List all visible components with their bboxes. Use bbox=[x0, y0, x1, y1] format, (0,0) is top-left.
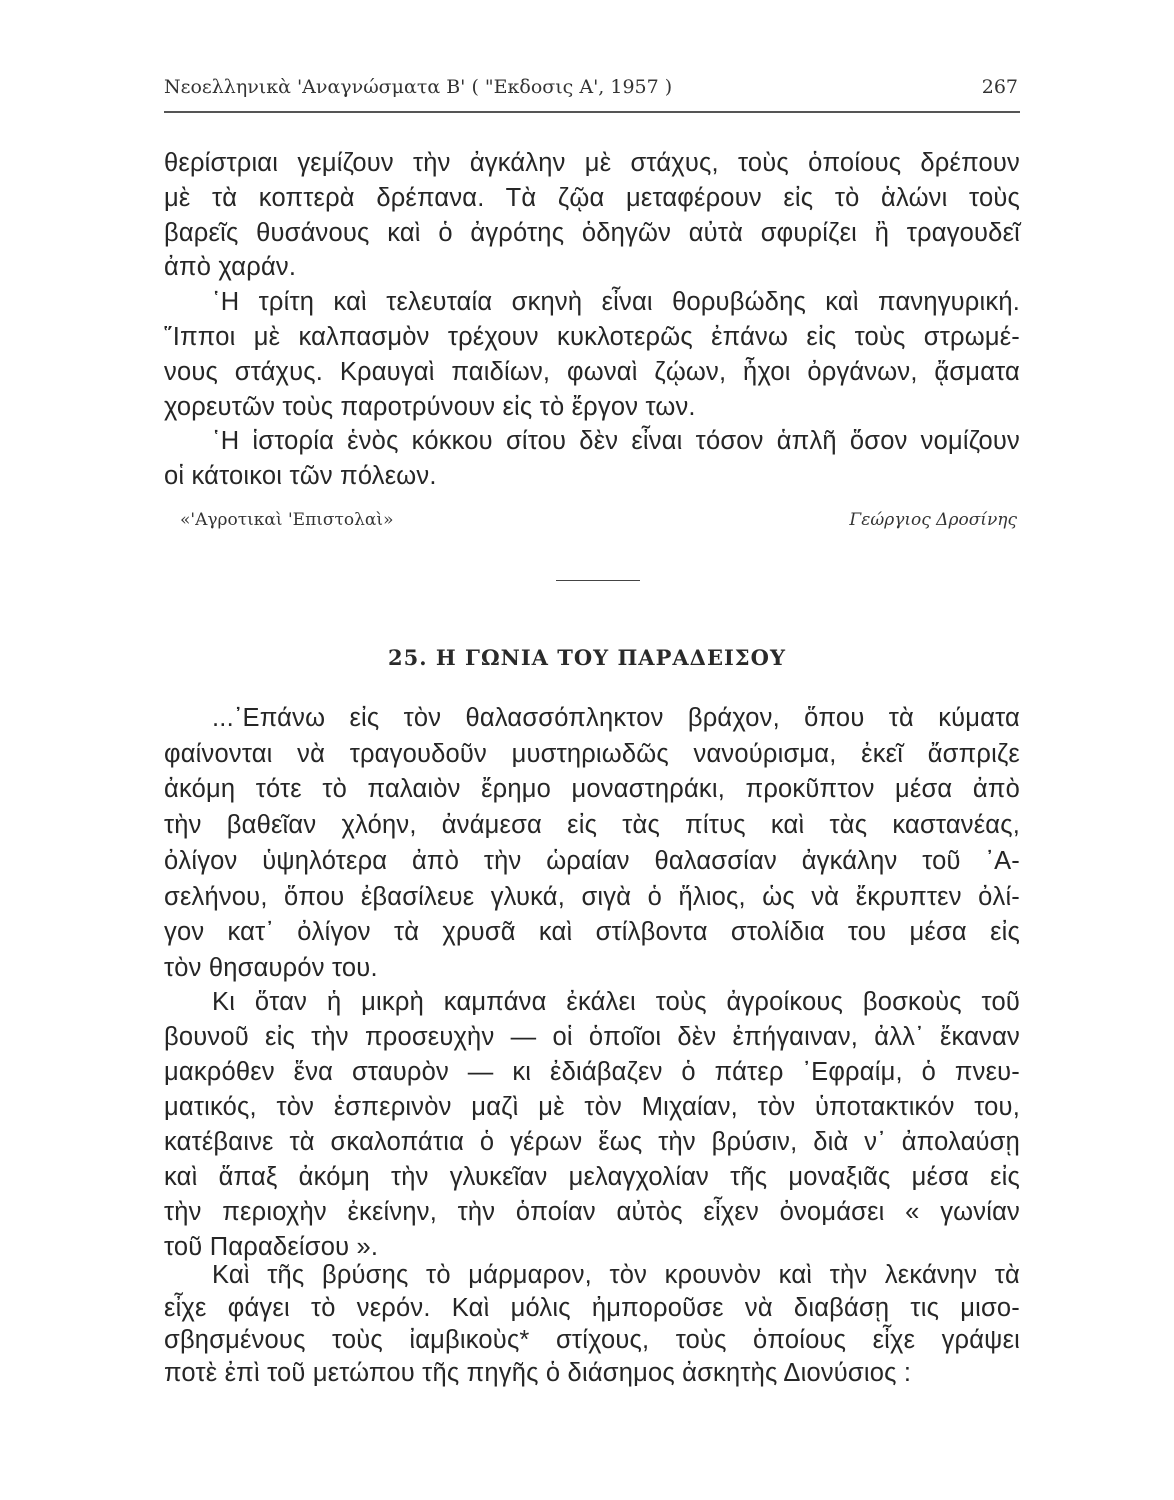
text-line: νους στάχυς. Κραυγαὶ παιδίων, φωναὶ ζῴων, ἦχοι ὀργάνων, ᾄσματα bbox=[164, 357, 1020, 386]
text-line: Κι ὅταν ἡ μικρὴ καμπάνα ἐκάλει τοὺς ἀγροίκους βοσκοὺς τοῦ bbox=[212, 988, 1020, 1016]
running-header-title: Νεοελληνικὰ 'Αναγνώσματα Β' ( "Εκδοσις Α', 1957 ) bbox=[164, 76, 673, 98]
text-line: μὲ τὰ κοπτερὰ δρέπανα. Τὰ ζῷα μεταφέρουν εἰς τὸ ἁλώνι τοὺς bbox=[164, 183, 1020, 212]
text-line: χορευτῶν τοὺς παροτρύνουν εἰς τὸ ἔργον των. bbox=[164, 392, 696, 421]
text-line: τὴν βαθεῖαν χλόην, ἀνάμεσα εἰς τὰς πίτυς καὶ τὰς καστανέας, bbox=[164, 811, 1020, 840]
header-rule bbox=[164, 111, 1020, 113]
text-line: εἶχε φάγει τὸ νερόν. Καὶ μόλις ἠμποροῦσε νὰ διαβάσῃ τις μισο- bbox=[164, 1293, 1020, 1322]
text-line: ὀλίγον ὑψηλότερα ἀπὸ τὴν ὡραίαν θαλασσίαν ἀγκάλην τοῦ ᾿Α- bbox=[164, 846, 1020, 875]
chapter-title: 25. Η ΓΩΝΙΑ ΤΟΥ ΠΑΡΑΔΕΙΣΟΥ bbox=[388, 645, 786, 670]
text-line: βουνοῦ εἰς τὴν προσευχὴν — οἱ ὁποῖοι δὲν ἐπήγαιναν, ἀλλ᾿ ἔκαναν bbox=[164, 1023, 1020, 1051]
text-line: ματικός, τὸν ἑσπερινὸν μαζὶ μὲ τὸν Μιχαίαν, τὸν ὑποτακτικόν του, bbox=[164, 1093, 1020, 1121]
text-line: μακρόθεν ἕνα σταυρὸν — κι ἐδιάβαζεν ὁ πάτερ ᾿Εφραίμ, ὁ πνευ- bbox=[164, 1058, 1020, 1086]
text-line: ...᾿Επάνω εἰς τὸν θαλασσόπληκτον βράχον, ὅπου τὰ κύματα bbox=[212, 704, 1020, 732]
text-line: τὸν θησαυρόν του. bbox=[164, 953, 378, 982]
text-line: ῾Η ἱστορία ἑνὸς κόκκου σίτου δὲν εἶναι τόσον ἁπλῆ ὅσον νομίζουν bbox=[212, 427, 1020, 456]
text-line: τὴν περιοχὴν ἐκείνην, τὴν ὁποίαν αὐτὸς εἶχεν ὀνομάσει « γωνίαν bbox=[164, 1198, 1020, 1226]
text-line: Καὶ τῆς βρύσης τὸ μάρμαρον, τὸν κρουνὸν καὶ τὴν λεκάνην τὰ bbox=[212, 1261, 1020, 1289]
text-line: ῞Ιπποι μὲ καλπασμὸν τρέχουν κυκλοτερῶς ἐπάνω εἰς τοὺς στρωμέ- bbox=[164, 323, 1020, 351]
page-number: 267 bbox=[981, 76, 1018, 98]
text-line: σελήνου, ὅπου ἐβασίλευε γλυκά, σιγὰ ὁ ἥλιος, ὡς νὰ ἔκρυπτεν ὀλί- bbox=[164, 882, 1020, 911]
text-line: τοῦ Παραδείσου ». bbox=[164, 1233, 379, 1261]
text-line: ἀκόμη τότε τὸ παλαιὸν ἔρημο μοναστηράκι, προκῦπτον μέσα ἀπὸ bbox=[164, 775, 1020, 804]
text-line: ποτὲ ἐπὶ τοῦ μετώπου τῆς πηγῆς ὁ διάσημος ἀσκητὴς Διονύσιος : bbox=[164, 1358, 912, 1387]
text-line: γον κατ᾿ ὀλίγον τὰ χρυσᾶ καὶ στίλβοντα στολίδια του μέσα εἰς bbox=[164, 918, 1020, 947]
text-line: φαίνονται νὰ τραγουδοῦν μυστηριωδῶς νανούρισμα, ἐκεῖ ἄσπριζε bbox=[164, 739, 1020, 768]
section-separator bbox=[556, 580, 640, 581]
text-line: κατέβαινε τὰ σκαλοπάτια ὁ γέρων ἕως τὴν βρύσιν, διὰ ν᾿ ἀπολαύσῃ bbox=[164, 1128, 1020, 1156]
text-line: θερίστριαι γεμίζουν τὴν ἀγκάλην μὲ στάχυς, τοὺς ὁποίους δρέπουν bbox=[164, 149, 1020, 177]
text-line: ῾Η τρίτη καὶ τελευταία σκηνὴ εἶναι θορυβώδης καὶ πανηγυρική. bbox=[212, 288, 1020, 317]
text-line: σβησμένους τοὺς ἰαμβικοὺς* στίχους, τοὺς ὁποίους εἶχε γράψει bbox=[164, 1326, 1020, 1354]
author-name: Γεώργιος Δροσίνης bbox=[849, 510, 1017, 530]
text-line: ἀπὸ χαράν. bbox=[164, 253, 297, 282]
source-citation: «'Αγροτικαὶ 'Επιστολαὶ» bbox=[180, 510, 394, 530]
text-line: βαρεῖς θυσάνους καὶ ὁ ἀγρότης ὁδηγῶν αὐτὰ σφυρίζει ἢ τραγουδεῖ bbox=[164, 218, 1020, 247]
text-line: καὶ ἅπαξ ἀκόμη τὴν γλυκεῖαν μελαγχολίαν τῆς μοναξιᾶς μέσα εἰς bbox=[164, 1163, 1020, 1191]
text-line: οἱ κάτοικοι τῶν πόλεων. bbox=[164, 462, 437, 491]
